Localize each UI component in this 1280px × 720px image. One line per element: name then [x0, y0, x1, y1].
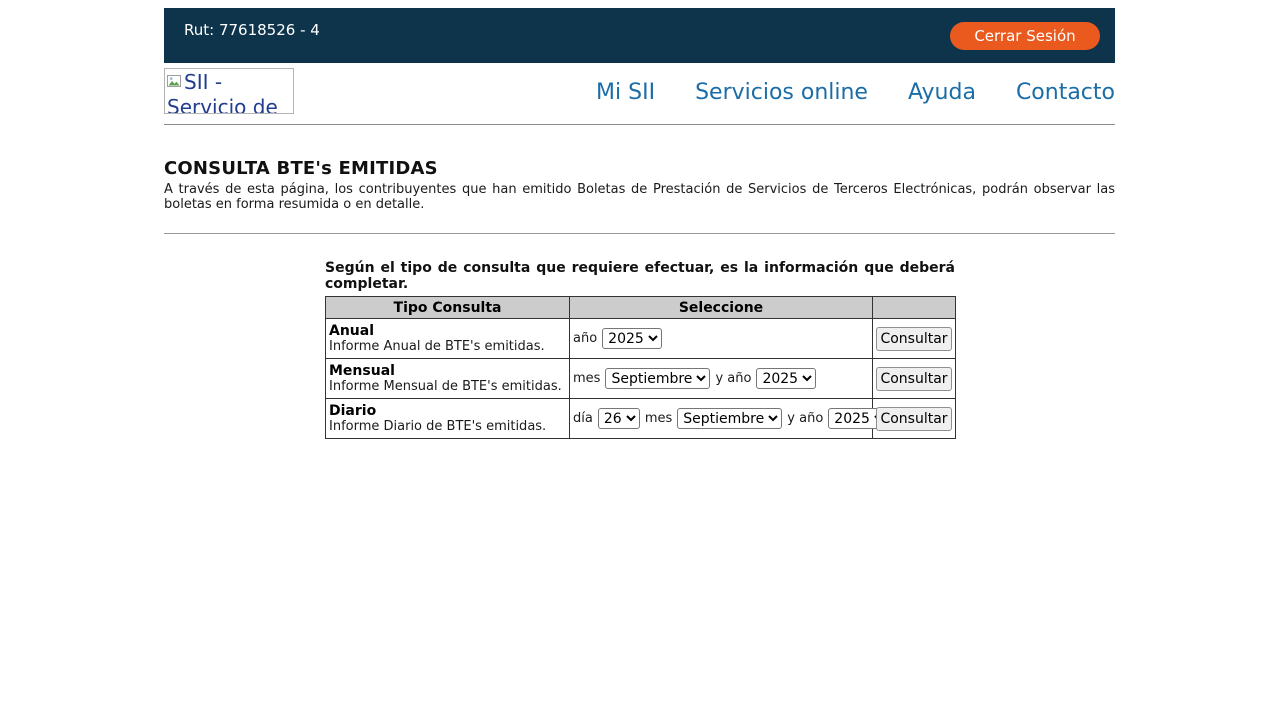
nav-mi-sii[interactable]: Mi SII	[596, 80, 656, 105]
page-title: CONSULTA BTE's EMITIDAS	[164, 158, 438, 179]
mensual-seleccione-cell	[570, 359, 873, 399]
section-divider	[164, 233, 1115, 234]
anual-year-select[interactable]	[602, 328, 662, 349]
column-header-action	[873, 297, 956, 319]
broken-image-icon	[167, 70, 183, 95]
table-row-anual	[326, 319, 956, 359]
consultar-mensual-button[interactable]: Consultar	[876, 367, 952, 391]
anual-title: Anual	[329, 322, 375, 339]
consultar-diario-button[interactable]: Consultar	[876, 407, 952, 431]
table-row-diario	[326, 399, 956, 439]
mensual-action-cell	[873, 359, 956, 399]
diario-description: Informe Diario de BTE's emitidas.	[329, 418, 547, 434]
mensual-title: Mensual	[329, 362, 395, 379]
anual-year-label: año	[573, 331, 598, 346]
nav-ayuda[interactable]: Ayuda	[907, 80, 976, 105]
table-row-mensual	[326, 359, 956, 399]
header-row	[164, 63, 1115, 125]
consultar-anual-button[interactable]: Consultar	[876, 327, 952, 351]
mensual-tipo-cell	[326, 359, 570, 399]
anual-description: Informe Anual de BTE's emitidas.	[329, 338, 545, 354]
nav-contacto[interactable]: Contacto	[1015, 80, 1115, 105]
diario-title: Diario	[329, 402, 377, 419]
mensual-description: Informe Mensual de BTE's emitidas.	[329, 378, 562, 394]
page	[164, 0, 1115, 439]
diario-seleccione-cell	[570, 399, 873, 439]
main-nav	[596, 63, 1115, 124]
anual-tipo-cell	[326, 319, 570, 359]
diario-year-label: y año	[787, 411, 824, 426]
diario-tipo-cell	[326, 399, 570, 439]
rut-label: Rut: 77618526 - 4	[184, 20, 320, 39]
diario-day-select[interactable]	[598, 408, 640, 429]
table-header-row	[326, 297, 956, 319]
sii-logo-link[interactable]	[164, 68, 294, 114]
mensual-year-select[interactable]	[756, 368, 816, 389]
page-description: A través de esta página, los contribuyentes que han emitido Boletas de Prestación de Servicios de Terceros Electrónicas, podrán observar las boletas en forma resumida o en detalle.	[164, 182, 1115, 212]
diario-action-cell	[873, 399, 956, 439]
column-header-seleccione: Seleccione	[570, 297, 873, 319]
diario-month-select[interactable]	[677, 408, 782, 429]
anual-action-cell	[873, 319, 956, 359]
nav-servicios-online[interactable]: Servicios online	[695, 80, 868, 105]
diario-month-label: mes	[644, 411, 673, 426]
anual-seleccione-cell	[570, 319, 873, 359]
logo-alt-text: SII - Servicio de	[167, 70, 278, 114]
instruction-text: Según el tipo de consulta que requiere efectuar, es la información que deberá completar.	[325, 260, 955, 292]
mensual-month-label: mes	[573, 371, 601, 386]
logout-button[interactable]: Cerrar Sesión	[950, 22, 1100, 50]
column-header-tipo-consulta: Tipo Consulta	[326, 297, 570, 319]
mensual-month-select[interactable]	[605, 368, 710, 389]
consulta-table	[325, 296, 956, 439]
content-block	[325, 261, 955, 439]
diario-day-label: día	[573, 411, 593, 426]
session-bar	[164, 8, 1115, 63]
mensual-year-label: y año	[715, 371, 752, 386]
